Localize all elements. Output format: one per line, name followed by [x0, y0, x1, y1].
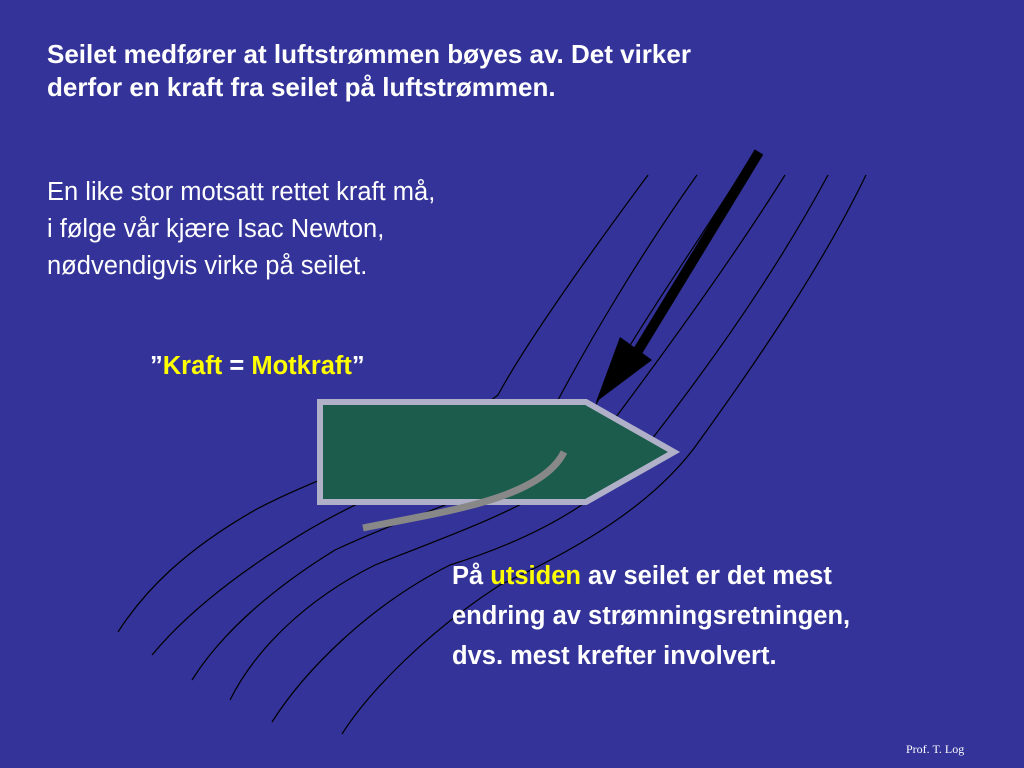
- outside-note: [452, 556, 1012, 676]
- force-arrow: [596, 152, 759, 402]
- newton-line-3: nødvendigvis virke på seilet.: [47, 252, 368, 280]
- heading-line-2: derfor en kraft fra seilet på luftstrømmen.: [47, 72, 556, 102]
- equation-open-quote: ”: [150, 352, 163, 380]
- outside-prefix: På: [452, 562, 491, 590]
- equation-force: Kraft: [162, 352, 223, 380]
- force-equation: [150, 350, 365, 382]
- newton-line-2: i følge vår kjære Isac Newton,: [47, 215, 385, 243]
- equation-counterforce: Motkraft: [251, 352, 352, 380]
- outside-line-3: dvs. mest krefter involvert.: [452, 642, 777, 670]
- outside-line-1-rest: av seilet er det mest: [580, 562, 832, 590]
- newton-line-1: En like stor motsatt rettet kraft må,: [47, 178, 436, 206]
- heading-text: [47, 38, 947, 104]
- outside-highlight: utsiden: [490, 562, 581, 590]
- heading-line-1: Seilet medfører at luftstrømmen bøyes av. Det virker: [47, 39, 691, 69]
- author-credit: Prof. T. Log: [906, 742, 965, 756]
- equation-equals: =: [222, 352, 252, 380]
- outside-line-2: endring av strømningsretningen,: [452, 602, 851, 630]
- boat-hull: [320, 402, 674, 502]
- newton-text: [47, 174, 607, 285]
- equation-close-quote: ”: [351, 352, 365, 380]
